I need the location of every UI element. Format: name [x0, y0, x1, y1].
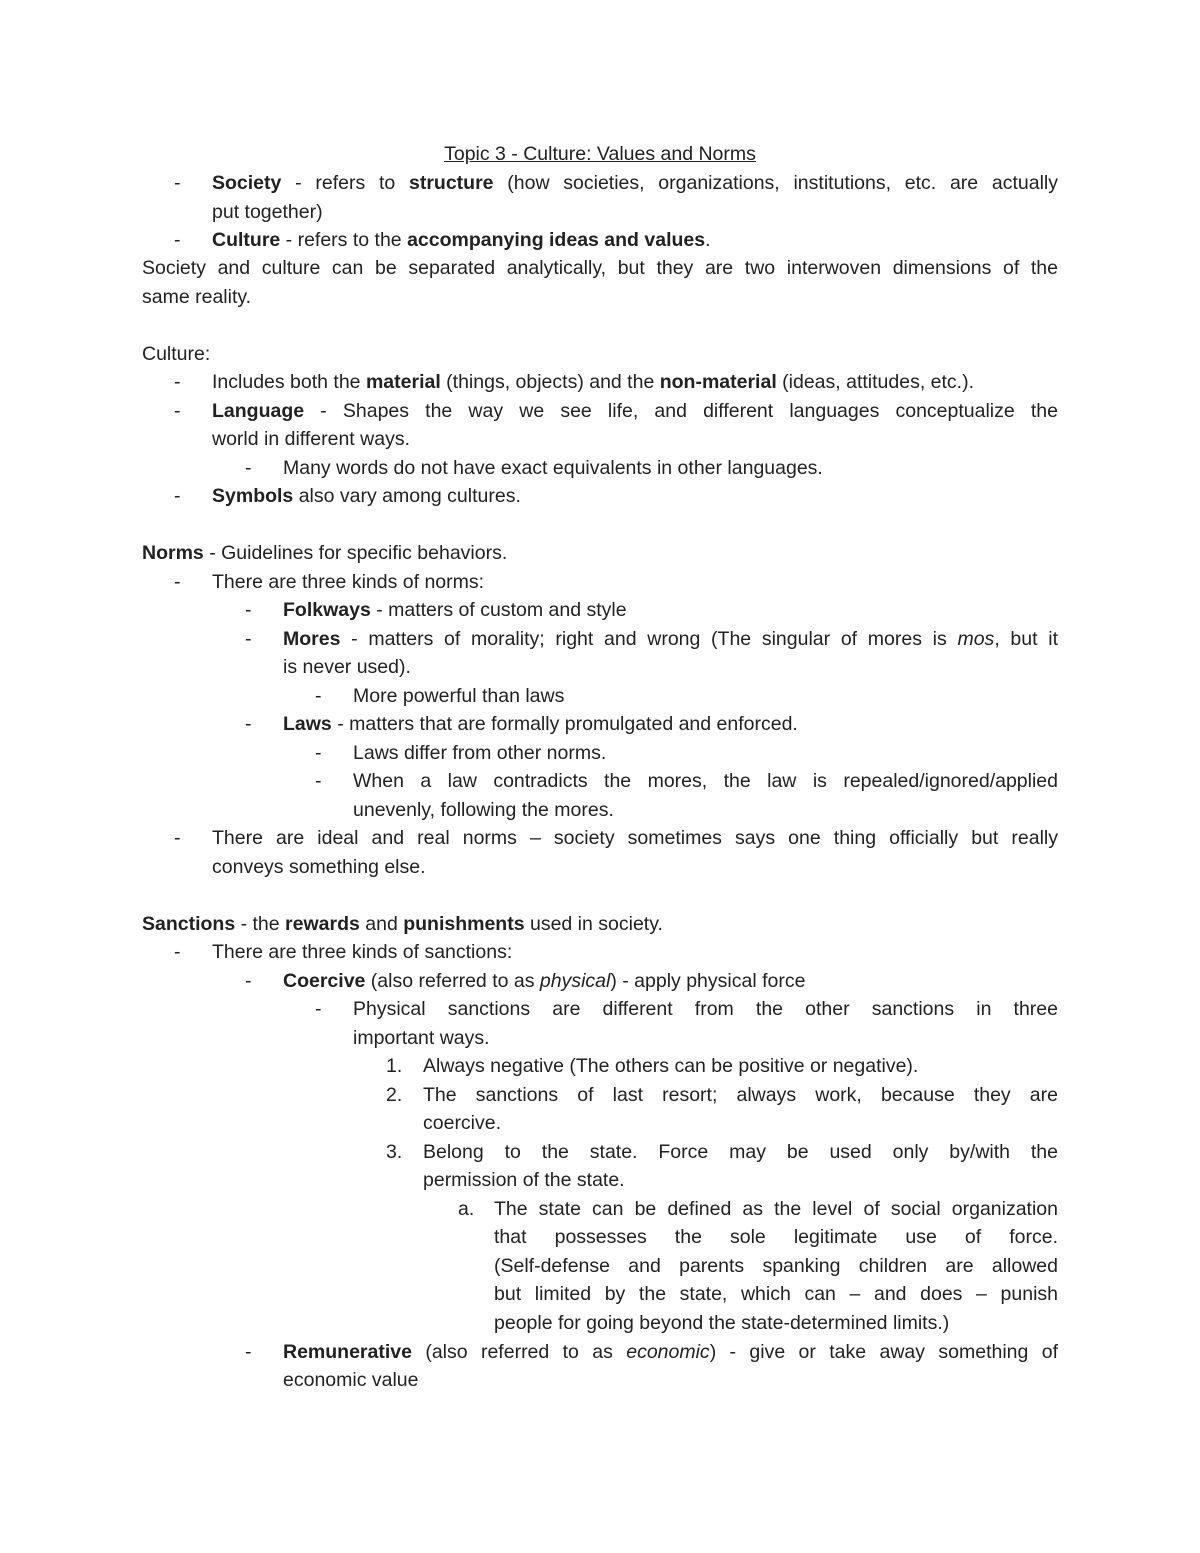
text-run: coercive. [423, 1112, 502, 1134]
list-marker [174, 397, 181, 425]
text-run: When a law contradicts the mores, the law is repealed/ignored/applied [353, 770, 1058, 792]
list-marker [386, 1052, 402, 1080]
bold-text: material [365, 371, 441, 393]
text-run: - [174, 485, 181, 507]
bold-text: Coercive [283, 970, 366, 992]
text-run: - [245, 970, 252, 992]
list-marker [315, 682, 322, 710]
text-line [283, 1366, 419, 1394]
text-run: There are three kinds of sanctions: [212, 941, 513, 963]
text-line [353, 682, 564, 710]
text-line [494, 1223, 1058, 1251]
text-line [423, 1166, 625, 1194]
list-marker [245, 596, 252, 624]
text-line [353, 796, 614, 824]
text-line [212, 824, 1058, 852]
text-run: Physical sanctions are different from the other sanctions in three [353, 998, 1058, 1020]
bold-text: Mores [283, 628, 341, 650]
list-marker [174, 824, 181, 852]
text-run: (also referred to as [365, 970, 540, 992]
list-marker [245, 967, 252, 995]
list-marker [386, 1138, 402, 1166]
text-line [494, 1309, 949, 1337]
text-line [423, 1138, 1058, 1166]
text-run: Includes both the [212, 371, 366, 393]
text-run: Belong to the state. Force may be used only by/with the [423, 1141, 1058, 1163]
text-run: The sanctions of last resort; always work, because they are [423, 1084, 1058, 1106]
text-line [423, 1052, 918, 1080]
italic-text: economic [626, 1341, 710, 1363]
text-run: - [245, 1341, 252, 1363]
text-run: ) - give or take away something of [709, 1341, 1058, 1363]
text-line [212, 568, 484, 596]
text-line [353, 739, 606, 767]
text-run: (ideas, attitudes, etc.). [776, 371, 975, 393]
text-run: - [245, 599, 252, 621]
italic-text: mos [957, 628, 995, 650]
bold-text: structure [408, 172, 494, 194]
list-marker [174, 169, 181, 197]
text-run: - matters of morality; right and wrong (The singular of mores is [340, 628, 958, 650]
text-run: Always negative (The others can be positive or negative). [423, 1055, 919, 1077]
text-run: - [174, 229, 181, 251]
text-run: also vary among cultures. [293, 485, 521, 507]
text-line [212, 198, 323, 226]
bold-text: Sanctions [142, 913, 236, 935]
text-line [423, 1081, 1058, 1109]
text-line [142, 910, 663, 938]
text-run: 3. [386, 1141, 403, 1163]
text-run: . [705, 229, 711, 251]
list-marker [245, 454, 252, 482]
text-run: There are three kinds of norms: [212, 571, 485, 593]
list-marker [174, 226, 181, 254]
text-line [494, 1195, 1058, 1223]
text-line [283, 653, 411, 681]
text-run: - refers to [281, 172, 409, 194]
text-run: people for going beyond the state-determined limits.) [494, 1312, 950, 1334]
text-run: - [174, 172, 181, 194]
text-line [142, 254, 1058, 282]
list-marker [386, 1081, 402, 1109]
text-run: (also referred to as [411, 1341, 627, 1363]
text-run: - [174, 827, 181, 849]
list-marker [245, 1338, 252, 1366]
text-run: Many words do not have exact equivalents in other languages. [283, 457, 823, 479]
text-run: important ways. [353, 1027, 490, 1049]
text-run: Society and culture can be separated analytically, but they are two interwoven dimensions of the [142, 257, 1058, 279]
text-run: (Self-defense and parents spanking children are allowed [494, 1255, 1058, 1277]
text-run: permission of the state. [423, 1169, 625, 1191]
text-run: - Guidelines for specific behaviors. [203, 542, 508, 564]
text-run: and [359, 913, 404, 935]
text-run: - the [235, 913, 286, 935]
text-run: (how societies, organizations, institutions, etc. are actually [493, 172, 1058, 194]
text-run: - [315, 685, 322, 707]
text-line [283, 454, 823, 482]
text-run: - [174, 571, 181, 593]
text-line [142, 340, 210, 368]
bold-text: Culture [212, 229, 281, 251]
text-run: - [315, 770, 322, 792]
text-run: a. [458, 1198, 475, 1220]
text-run: - Shapes the way we see life, and different languages conceptualize the [304, 400, 1058, 422]
text-run: same reality. [142, 286, 252, 308]
bold-text: accompanying ideas and values [407, 229, 706, 251]
bold-text: non-material [659, 371, 777, 393]
bold-text: Symbols [212, 485, 294, 507]
text-line [142, 539, 507, 567]
text-line [353, 767, 1058, 795]
text-line [494, 1252, 1058, 1280]
text-run: - [245, 628, 252, 650]
text-line [212, 425, 410, 453]
list-marker [174, 368, 181, 396]
text-run: Culture: [142, 343, 211, 365]
text-run: - matters that are formally promulgated and enforced. [331, 713, 798, 735]
text-run: put together) [212, 201, 323, 223]
text-run: 2. [386, 1084, 403, 1106]
text-line [283, 1338, 1058, 1366]
list-marker [315, 995, 322, 1023]
text-run: (things, objects) and the [440, 371, 660, 393]
bold-text: Language [212, 400, 305, 422]
text-run: - [174, 400, 181, 422]
bold-text: Society [212, 172, 282, 194]
text-run: world in different ways. [212, 428, 410, 450]
text-line [283, 710, 798, 738]
text-run: - [315, 742, 322, 764]
text-run: but limited by the state, which can – and does – punish [494, 1283, 1058, 1305]
text-run: Laws differ from other norms. [353, 742, 607, 764]
text-run: ) - apply physical force [610, 970, 806, 992]
text-run: - [245, 457, 252, 479]
text-run: - [174, 371, 181, 393]
text-run: - [245, 713, 252, 735]
text-line [283, 967, 805, 995]
list-marker [245, 625, 252, 653]
text-line [283, 596, 627, 624]
list-marker [245, 710, 252, 738]
text-line [212, 226, 711, 254]
text-run: - matters of custom and style [370, 599, 627, 621]
text-run: More powerful than laws [353, 685, 565, 707]
text-line [212, 169, 1058, 197]
text-line [283, 625, 1058, 653]
text-run: The state can be defined as the level of social organization [494, 1198, 1058, 1220]
text-run: - [315, 998, 322, 1020]
text-run: - [174, 941, 181, 963]
list-marker [174, 482, 181, 510]
text-line [212, 397, 1058, 425]
italic-text: physical [539, 970, 611, 992]
list-marker [174, 568, 181, 596]
list-marker [458, 1195, 474, 1223]
text-run: conveys something else. [212, 856, 426, 878]
text-run: 1. [386, 1055, 403, 1077]
bold-text: Norms [142, 542, 204, 564]
text-line [212, 368, 974, 396]
bold-text: Laws [283, 713, 332, 735]
text-run: , but it [994, 628, 1058, 650]
bold-text: Folkways [283, 599, 371, 621]
text-line [353, 995, 1058, 1023]
text-run: is never used). [283, 656, 411, 678]
list-marker [174, 938, 181, 966]
text-line [494, 1280, 1058, 1308]
text-line [142, 283, 251, 311]
text-run: - refers to the [280, 229, 408, 251]
document-title: Topic 3 - Culture: Values and Norms [444, 143, 756, 165]
list-marker [315, 767, 322, 795]
text-run: There are ideal and real norms – society sometimes says one thing officially but really [212, 827, 1058, 849]
text-line [353, 1024, 490, 1052]
bold-text: Remunerative [283, 1341, 412, 1363]
text-run: that possesses the sole legitimate use of force. [494, 1226, 1058, 1248]
text-line [423, 1109, 501, 1137]
bold-text: rewards [285, 913, 360, 935]
text-line [212, 938, 512, 966]
list-marker [315, 739, 322, 767]
text-run: economic value [283, 1369, 419, 1391]
text-line [212, 853, 426, 881]
text-run: used in society. [524, 913, 663, 935]
text-run: unevenly, following the mores. [353, 799, 614, 821]
text-line [212, 482, 521, 510]
bold-text: punishments [403, 913, 525, 935]
